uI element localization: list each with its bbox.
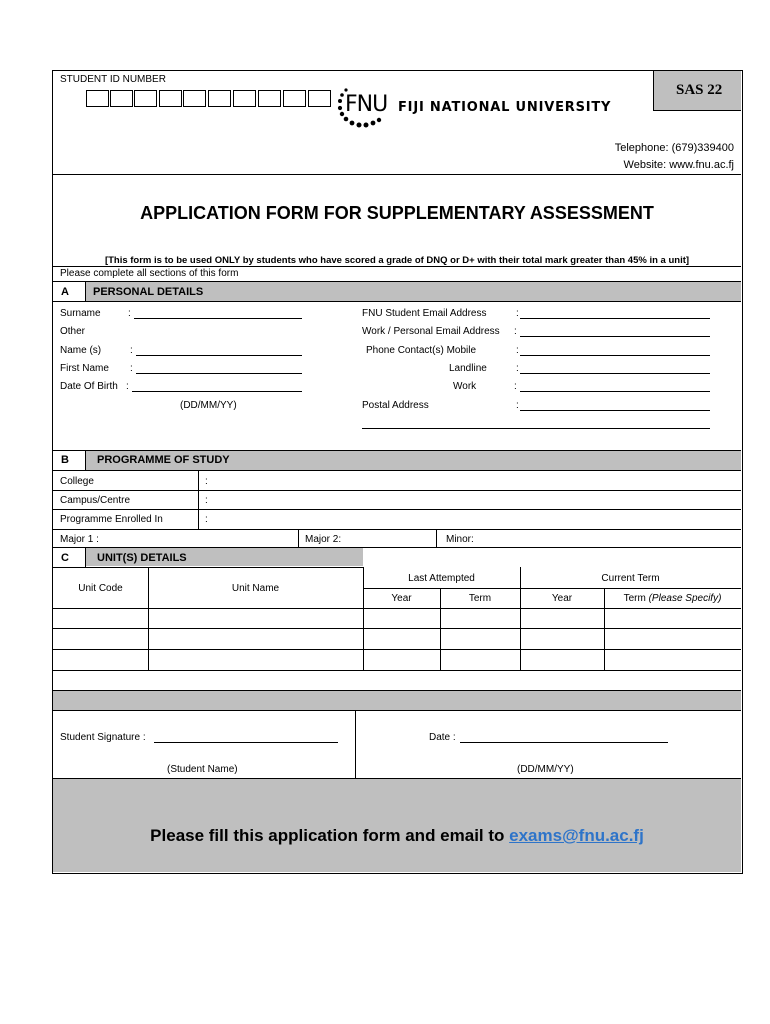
form-frame xyxy=(52,70,743,874)
mobile-field[interactable] xyxy=(520,355,710,356)
student-name-label: (Student Name) xyxy=(167,764,238,775)
postal-field-line2[interactable] xyxy=(362,428,710,429)
colon: : xyxy=(128,308,131,319)
student-id-box[interactable] xyxy=(208,90,231,107)
student-id-box[interactable] xyxy=(233,90,256,107)
page-title: APPLICATION FORM FOR SUPPLEMENTARY ASSESSMENT xyxy=(140,203,654,223)
college-label: College xyxy=(60,476,94,487)
section-a-title: PERSONAL DETAILS xyxy=(93,286,204,298)
colon: : xyxy=(130,345,133,356)
unit-row[interactable] xyxy=(53,629,741,649)
postal-label: Postal Address xyxy=(362,400,429,411)
separator-bar xyxy=(53,690,741,710)
col-last-attempted: Last Attempted xyxy=(408,573,475,584)
col-last-year: Year xyxy=(391,593,412,604)
dob-format: (DD/MM/YY) xyxy=(180,400,237,411)
col-current-term: Current Term xyxy=(601,573,660,584)
first-name-field[interactable] xyxy=(136,373,302,374)
section-c-letter: C xyxy=(61,552,69,564)
college-field[interactable]: : xyxy=(205,476,208,487)
other-label: Other xyxy=(60,326,86,337)
please-specify: (Please Specify) xyxy=(648,593,722,604)
student-id-box[interactable] xyxy=(258,90,281,107)
form-code: SAS 22 xyxy=(676,82,723,98)
instruction: Please complete all sections of this form xyxy=(60,268,239,279)
signature-label: Student Signature : xyxy=(60,732,146,743)
date-format: (DD/MM/YY) xyxy=(517,764,574,775)
programme-field[interactable]: : xyxy=(205,514,208,525)
programme-label: Programme Enrolled In xyxy=(60,514,163,525)
colon: : xyxy=(130,363,133,374)
form-code-box xyxy=(653,71,741,111)
col-unit-name: Unit Name xyxy=(231,583,280,594)
fnu-email-label: FNU Student Email Address xyxy=(362,308,487,319)
logo-text: FNU xyxy=(345,92,388,117)
student-id-box[interactable] xyxy=(110,90,133,107)
colon: : xyxy=(516,345,519,356)
campus-field[interactable]: : xyxy=(205,495,208,506)
date-label: Date : xyxy=(429,732,456,743)
student-id-box[interactable] xyxy=(183,90,206,107)
section-c-title: UNIT(S) DETAILS xyxy=(97,552,187,564)
col-current-term-specify xyxy=(604,593,741,604)
major2-label[interactable]: Major 2: xyxy=(305,534,342,545)
names-field[interactable] xyxy=(136,355,302,356)
student-id-label: STUDENT ID NUMBER xyxy=(60,74,166,85)
unit-row[interactable] xyxy=(53,609,741,628)
unit-row[interactable] xyxy=(53,650,741,670)
minor-label[interactable]: Minor: xyxy=(446,534,474,545)
section-b-title: PROGRAMME OF STUDY xyxy=(97,454,230,466)
section-a-letter: A xyxy=(61,286,69,298)
signature-field[interactable] xyxy=(154,742,338,743)
section-b-letter: B xyxy=(61,454,69,466)
colon: : xyxy=(516,308,519,319)
col-current-year: Year xyxy=(551,593,573,604)
surname-label: Surname xyxy=(60,308,101,319)
fnu-email-field[interactable] xyxy=(520,318,710,319)
work-phone-field[interactable] xyxy=(520,391,710,392)
colon: : xyxy=(516,363,519,374)
mobile-label: Phone Contact(s) Mobile xyxy=(366,345,477,356)
email-link[interactable]: exams@fnu.ac.fj xyxy=(509,826,644,845)
student-id-box[interactable] xyxy=(283,90,306,107)
student-id-box[interactable] xyxy=(308,90,331,107)
col-unit-code: Unit Code xyxy=(78,583,123,594)
names-label: Name (s) xyxy=(60,345,102,356)
landline-field[interactable] xyxy=(520,373,710,374)
telephone: Telephone: (679)339400 xyxy=(614,142,734,154)
footer-message: Please fill this application form and email to xyxy=(150,826,510,845)
dob-label: Date Of Birth xyxy=(60,381,118,392)
col-last-term: Term xyxy=(468,593,492,604)
major1-label[interactable]: Major 1 : xyxy=(60,534,99,545)
student-id-box[interactable] xyxy=(86,90,109,107)
footer-text xyxy=(53,826,741,846)
work-phone-label: Work xyxy=(453,381,477,392)
first-name-label: First Name xyxy=(60,363,109,374)
dob-field[interactable] xyxy=(132,391,302,392)
student-id-box[interactable] xyxy=(134,90,157,107)
work-email-field[interactable] xyxy=(520,336,710,337)
work-email-label: Work / Personal Email Address xyxy=(362,326,500,337)
campus-label: Campus/Centre xyxy=(60,495,131,506)
website: Website: www.fnu.ac.fj xyxy=(623,159,734,171)
university-name: FIJI NATIONAL UNIVERSITY xyxy=(398,100,612,115)
colon: : xyxy=(126,381,129,392)
postal-field[interactable] xyxy=(520,410,710,411)
surname-field[interactable] xyxy=(134,318,302,319)
term-label: Term xyxy=(623,593,646,604)
landline-label: Landline xyxy=(449,363,487,374)
student-id-box[interactable] xyxy=(159,90,182,107)
colon: : xyxy=(514,381,517,392)
date-field[interactable] xyxy=(460,742,668,743)
colon: : xyxy=(516,400,519,411)
usage-note: [This form is to be used ONLY by students who have scored a grade of DNQ or D+ with their total mark greater than 45% in a unit] xyxy=(104,255,690,266)
colon: : xyxy=(514,326,517,337)
fnu-logo xyxy=(336,80,396,132)
